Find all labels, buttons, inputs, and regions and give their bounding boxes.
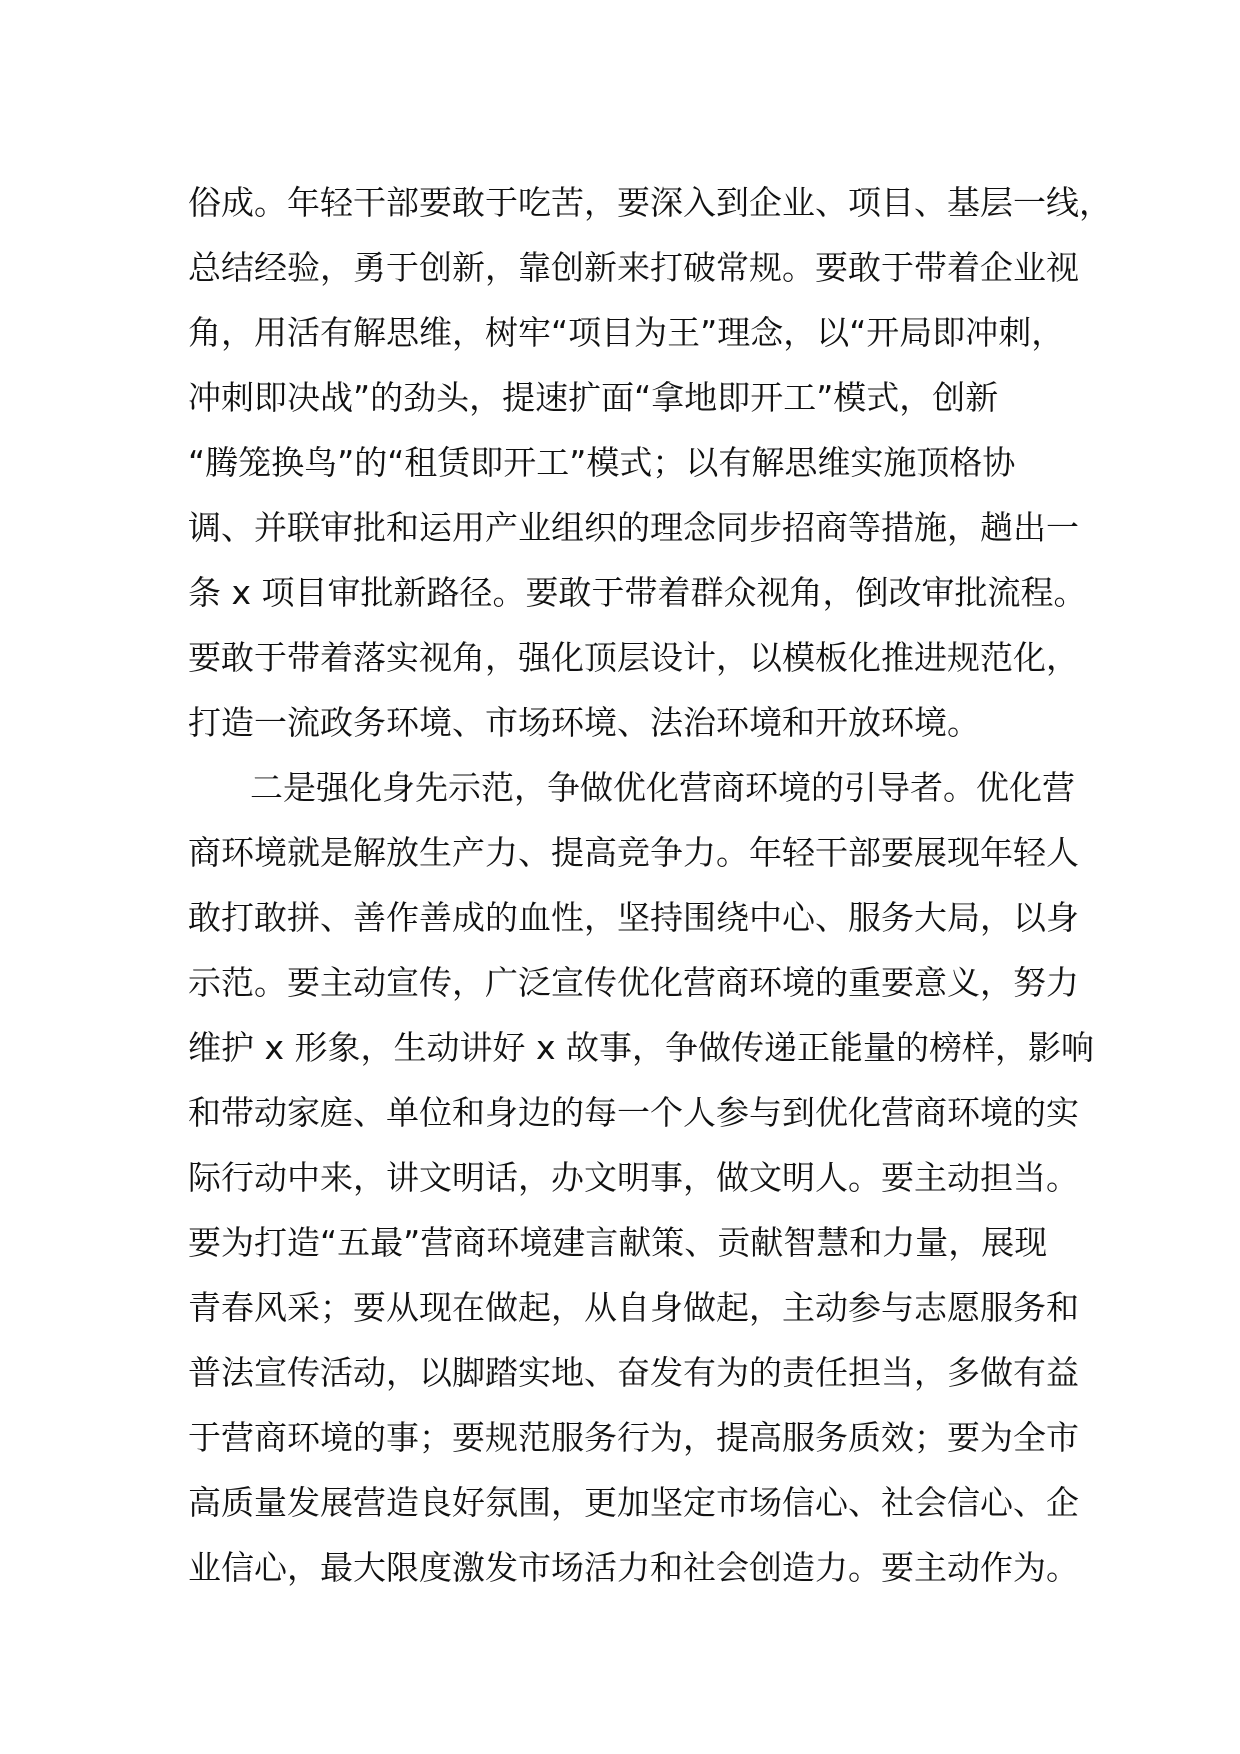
paragraph-start-line: 二是强化身先示范，争做优化营商环境的引导者。优化营 bbox=[250, 768, 1075, 807]
body-text bbox=[188, 170, 1112, 1600]
text-line: 总结经验，勇于创新，靠创新来打破常规。要敢于带着企业视 bbox=[188, 248, 1079, 287]
text-line: 条 x 项目审批新路径。要敢于带着群众视角，倒改审批流程。 bbox=[188, 573, 1087, 612]
text-line: 际行动中来，讲文明话，办文明事，做文明人。要主动担当。 bbox=[188, 1158, 1079, 1197]
text-line: 示范。要主动宣传，广泛宣传优化营商环境的重要意义，努力 bbox=[188, 963, 1079, 1002]
text-line: 要敢于带着落实视角，强化顶层设计，以模板化推进规范化， bbox=[188, 638, 1079, 677]
text-line: 俗成。年轻干部要敢于吃苦，要深入到企业、项目、基层一线， bbox=[188, 183, 1112, 222]
text-line: 维护 x 形象，生动讲好 x 故事，争做传递正能量的榜样，影响 bbox=[188, 1028, 1095, 1067]
text-line: 普法宣传活动，以脚踏实地、奋发有为的责任担当，多做有益 bbox=[188, 1353, 1079, 1392]
text-line: 打造一流政务环境、市场环境、法治环境和开放环境。 bbox=[188, 703, 980, 742]
text-line: 商环境就是解放生产力、提高竞争力。年轻干部要展现年轻人 bbox=[188, 833, 1079, 872]
text-line: “腾笼换鸟”的“租赁即开工”模式；以有解思维实施顶格协 bbox=[188, 443, 1016, 482]
text-line: 青春风采；要从现在做起，从自身做起，主动参与志愿服务和 bbox=[188, 1288, 1079, 1327]
text-line: 调、并联审批和运用产业组织的理念同步招商等措施，趟出一 bbox=[188, 508, 1079, 547]
text-line: 要为打造“五最”营商环境建言献策、贡献智慧和力量，展现 bbox=[188, 1223, 1048, 1262]
text-line: 和带动家庭、单位和身边的每一个人参与到优化营商环境的实 bbox=[188, 1093, 1079, 1132]
text-line: 于营商环境的事；要规范服务行为，提高服务质效；要为全市 bbox=[188, 1418, 1079, 1457]
text-line: 敢打敢拼、善作善成的血性，坚持围绕中心、服务大局，以身 bbox=[188, 898, 1079, 937]
text-line: 角，用活有解思维，树牢“项目为王”理念，以“开局即冲刺， bbox=[188, 313, 1065, 352]
text-line: 业信心，最大限度激发市场活力和社会创造力。要主动作为。 bbox=[188, 1548, 1079, 1587]
text-line: 冲刺即决战”的劲头，提速扩面“拿地即开工”模式，创新 bbox=[188, 378, 999, 417]
text-line: 高质量发展营造良好氛围，更加坚定市场信心、社会信心、企 bbox=[188, 1483, 1079, 1522]
